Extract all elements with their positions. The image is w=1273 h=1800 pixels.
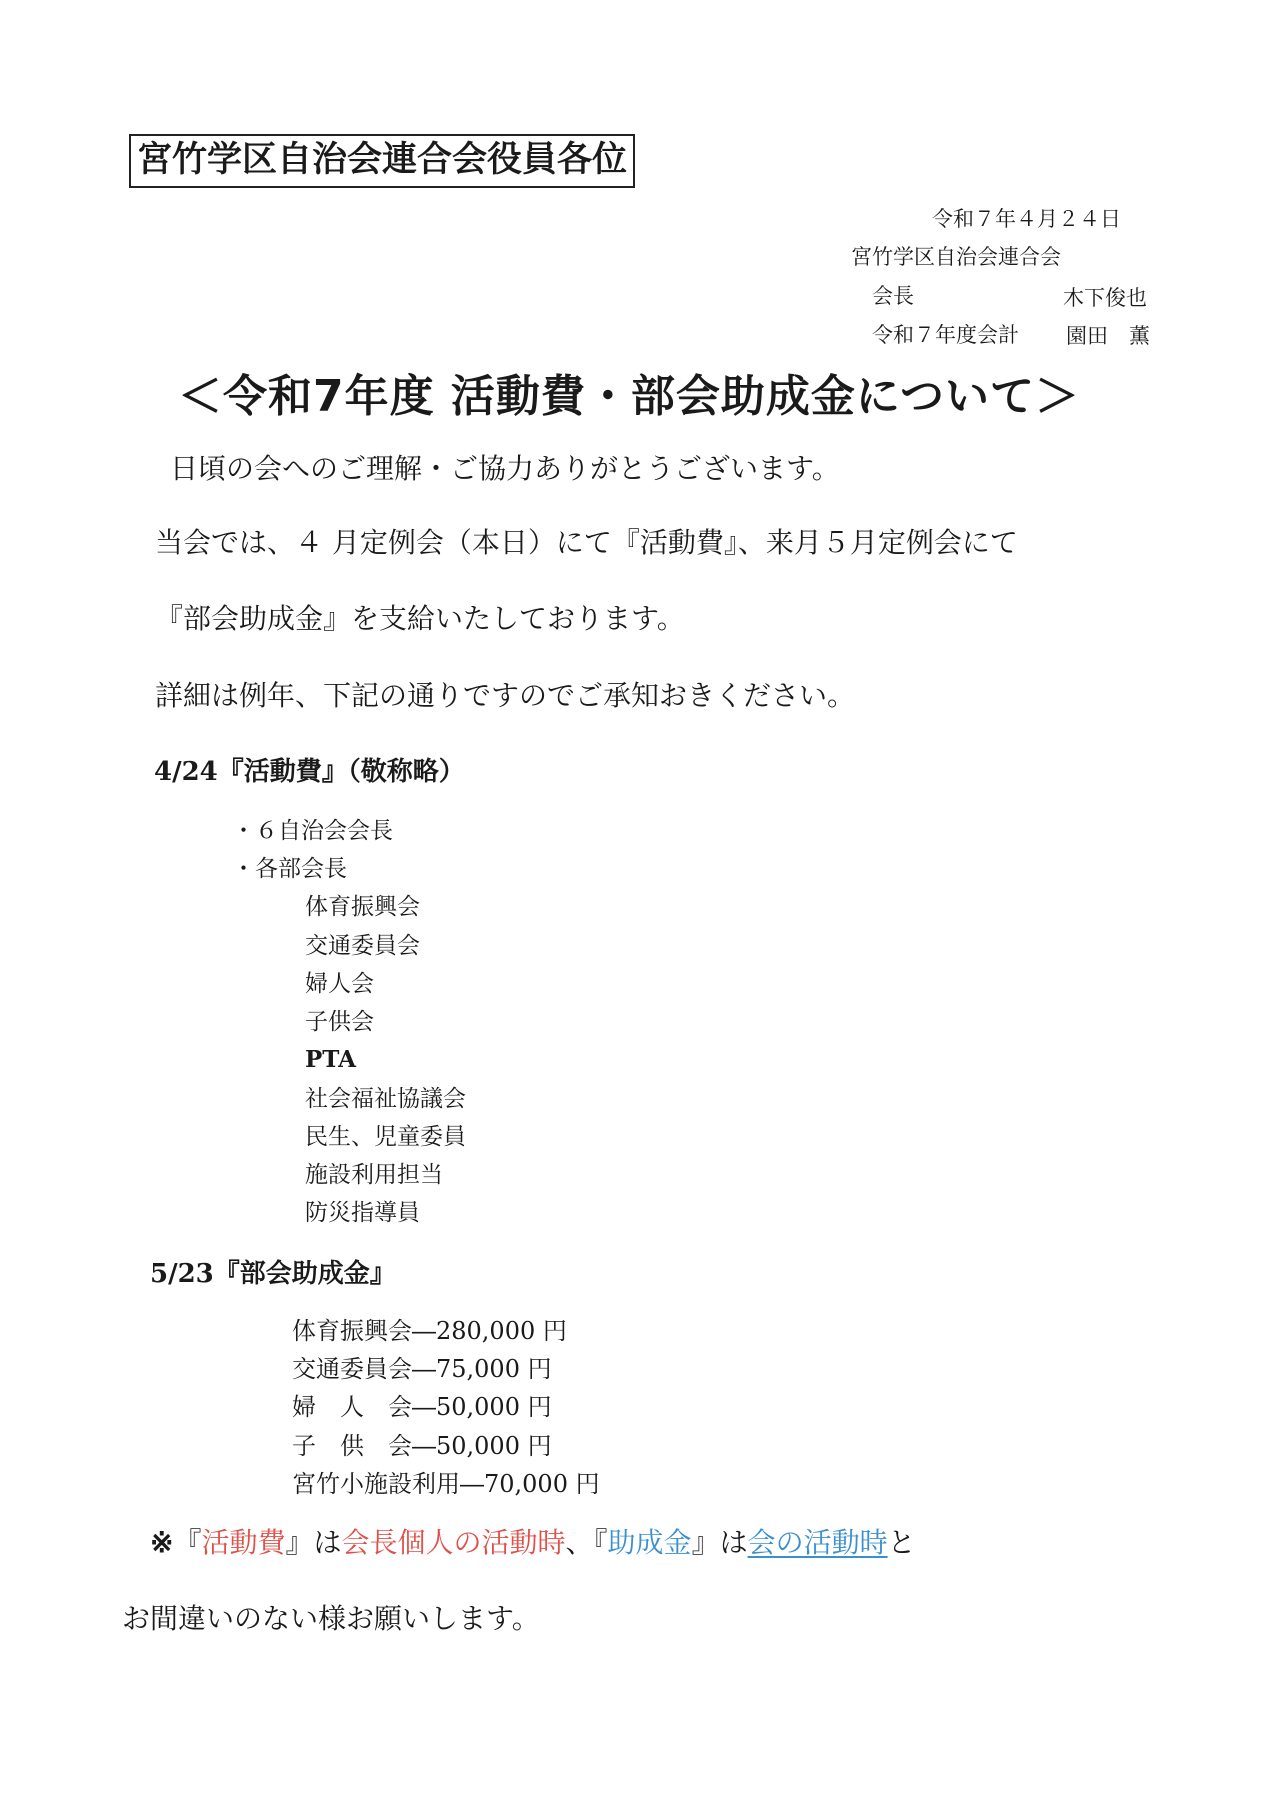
grant-item: 体育振興会―280,000 円 [292, 1317, 567, 1345]
sub-item: 婦人会 [305, 971, 374, 997]
grant-item: 婦 人 会―50,000 円 [292, 1393, 552, 1421]
note-line-1 [150, 1526, 916, 1560]
note-term-grant: 助成金 [607, 1526, 692, 1559]
body-line-4: 詳細は例年、下記の通りですのでご承知おきください。 [155, 679, 856, 712]
section-grant-heading: 5/23『部会助成金』 [150, 1259, 396, 1289]
body-line-1: 日頃の会へのご理解・ご協力ありがとうございます。 [170, 452, 840, 485]
grant-item: 子 供 会―50,000 円 [292, 1432, 552, 1460]
addressee-box: 宮竹学区自治会連合会役員各位 [129, 134, 635, 188]
sub-item: 民生、児童委員 [305, 1124, 466, 1150]
note-desc-grant: 会の活動時 [747, 1526, 888, 1559]
grant-item: 交通委員会―75,000 円 [292, 1355, 552, 1383]
body-line-2: 当会では、４ 月定例会（本日）にて『活動費』、来月５月定例会にて [155, 526, 1018, 559]
bullet-item: ・各部会長 [232, 856, 347, 882]
note-desc-activity: 会長個人の活動時 [341, 1526, 566, 1559]
note-separator: 、『 [565, 1526, 608, 1559]
treasurer-name: 園田 薫 [1066, 324, 1150, 348]
president-role: 会長 [872, 284, 914, 308]
note-term-activity: 活動費 [201, 1526, 286, 1559]
sub-item: 防災指導員 [305, 1200, 420, 1226]
sub-item: 施設利用担当 [305, 1162, 443, 1188]
note-mark: ※ [150, 1526, 174, 1559]
note-open: 『 [173, 1526, 202, 1559]
sub-item: 体育振興会 [305, 894, 420, 920]
sub-item: PTA [305, 1046, 356, 1073]
note-line-2: お間違いのない様お願いします。 [122, 1602, 540, 1635]
page-title: ＜令和7年度 活動費・部会助成金について＞ [178, 371, 1081, 422]
section-activity-heading: 4/24『活動費』（敬称略） [154, 757, 465, 787]
sub-item: 子供会 [305, 1009, 374, 1035]
grant-item: 宮竹小施設利用―70,000 円 [292, 1470, 600, 1498]
sub-item: 交通委員会 [305, 933, 420, 959]
sub-item: 社会福祉協議会 [305, 1086, 466, 1112]
president-name: 木下俊也 [1063, 286, 1147, 310]
note-tail: と [887, 1526, 916, 1559]
note-close: 』は [285, 1526, 342, 1559]
sender-organization: 宮竹学区自治会連合会 [851, 245, 1061, 269]
note-close: 』は [691, 1526, 748, 1559]
treasurer-role: 令和７年度会計 [872, 323, 1019, 347]
body-line-3: 『部会助成金』を支給いたしております。 [155, 602, 685, 635]
document-date: 令和７年４月２４日 [932, 207, 1121, 231]
bullet-item: ・６自治会会長 [232, 818, 393, 844]
